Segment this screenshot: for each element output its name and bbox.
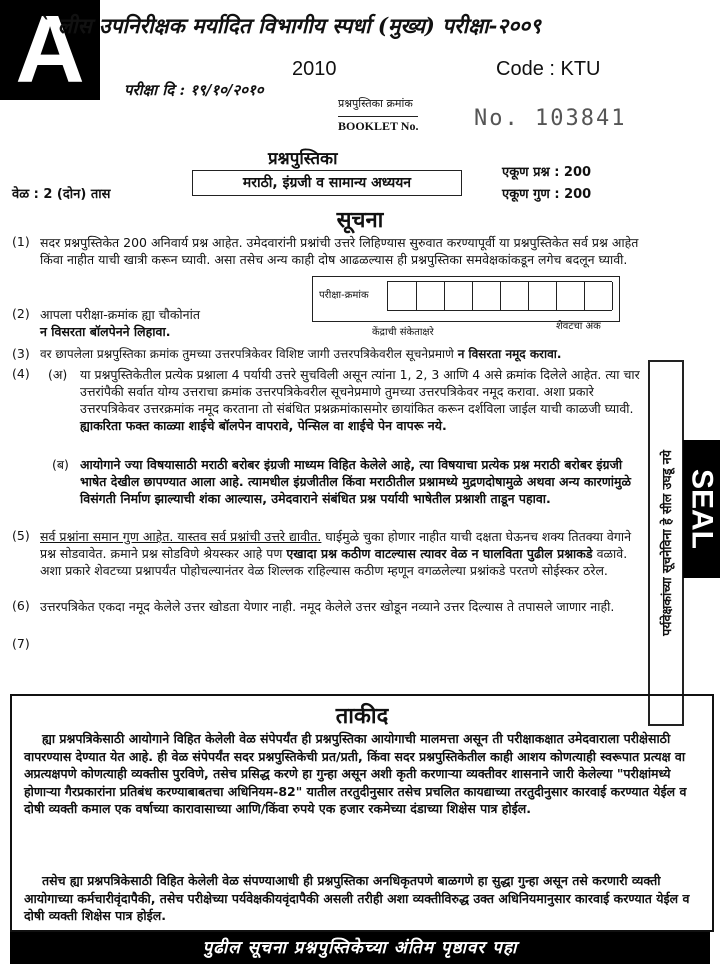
item-6-num: (6) [12,598,30,613]
subject: मराठी, इंग्रजी व सामान्य अध्ययन [192,170,462,196]
exam-title: ` लीस उपनिरीक्षक मर्यादित विभागीय स्पर्धा (मुख्य) परीक्षा-२००९ [40,13,541,38]
roll-box-center: केंद्राची संकेताक्षरे [372,327,434,338]
seal-notice-text: पर्यवेक्षकांच्या सूचनेविना हे सील उघडू नये [658,450,674,636]
roll-number-box [312,276,620,322]
item-2-bold: न विसरता बॉलपेनने लिहावा. [40,324,171,339]
item-4-num: (4) [12,366,30,381]
item-2-text [40,306,300,340]
roll-cell[interactable] [500,282,529,310]
version-letter: A [0,0,100,100]
roll-cell[interactable] [528,282,557,310]
warning-heading: ताकीद [335,704,389,729]
seal-label: SEAL [685,468,719,549]
item-4a-text [80,366,644,434]
booklet-label-en: BOOKLET No. [338,116,418,134]
roll-box-label: परीक्षा-क्रमांक [319,290,369,301]
warning-box [10,694,714,932]
footer-bar: पुढील सूचना प्रश्नपुस्तिकेच्या अंतिम पृष्ठावर पहा [10,932,710,964]
year: 2010 [292,58,337,80]
item-3-plain: वर छापलेला प्रश्नपुस्तिका क्रमांक तुमच्या उत्तरपत्रिकेवर विशिष्ट जागी उत्तरपत्रिकेवरील सूचनेप्रमाणे [40,347,454,361]
warning-para-1: ह्या प्रश्नपत्रिकेसाठी आयोगाने विहित केलेली वेळ संपेपर्यंत ही प्रश्नपुस्तिका आयोगाची मालमत्ता असून ती परीक्षाकक्षात उमेदवाराला परीक्षेसाठी वापरण्यास देण्यात येत आहे. ही वेळ संपेपर्यंत सदर प्रश्नपुस्तिकेची प्रत/प्रती, किंवा सदर प्रश्नपुस्तिकेतील काही आशय कोणत्याही स्वरूपात प्रत्यक्ष वा अप्रत्यक्षपणे कोणत्याही व्यक्तीस पुरविणे, तसेच प्रसिद्ध करणे हा गुन्हा असून अशी कृती करणाऱ्या व्यक्तीवर शासनाने जारी केलेल्या "परीक्षांमध्ये होणाऱ्या गैरप्रकारांना प्रतिबंध करण्याबाबतचा अधिनियम-82" यातील तरतुदीनुसार तसेच प्रचलित कायद्याच्या तरतुदीनुसार कारवाई करण्यात येईल व दोषी व्यक्ती कमाल एक वर्षाच्या कारावासाच्या आणि/किंवा रुपये एक हजार रकमेच्या दंडाच्या शिक्षेस पात्र होईल. [24,731,687,816]
exam-date: परीक्षा दि : १९/१०/२०१० [124,81,264,99]
duration: वेळ : 2 (दोन) तास [12,187,111,202]
item-5-text [40,528,645,579]
roll-cell[interactable] [416,282,445,310]
total-questions: एकूण प्रश्न : 200 [502,165,592,180]
item-5-end: वळावे. अशा प्रकारे शेवटच्या प्रश्नापर्यंत पोहोचल्यानंतर वेळ शिल्लक राहिल्यास कठीण म्हणून वगळलेल्या प्रश्नांकडे परतणे सोईस्कर ठरेल. [40,546,628,578]
roll-cell[interactable] [556,282,585,310]
roll-cell[interactable] [472,282,501,310]
item-5-underline: सर्व प्रश्नांना समान गुण आहेत. यास्तव सर्व प्रश्नांची उत्तरे द्यावीत. [40,529,322,544]
item-5-num: (5) [12,528,30,543]
item-7-num: (7) [12,636,30,651]
roll-cells [387,281,612,311]
item-2-num: (2) [12,306,30,321]
warning-para-2: तसेच ह्या प्रश्नपत्रिकेसाठी विहित केलेली वेळ संपण्याआधी ही प्रश्नपुस्तिका अनधिकृतपणे बाळगणे हा सुद्धा गुन्हा असून तसे करणारी व्यक्ती आयोगाच्या कर्मचारीवृंदापैकी, तसेच परीक्षेच्या पर्यवेक्षकीयवृंदापैकी असली तरीही अशा व्यक्तीविरुद्ध उक्त अधिनियमानुसार कारवाई करण्यात येईल व दोषी व्यक्ती शिक्षेस पात्र होईल. [24,873,690,923]
item-5-bold: एखादा प्रश्न कठीण वाटल्यास त्यावर वेळ न घालविता पुढील प्रश्नाकडे [286,546,593,561]
instructions-heading: सूचना [336,208,384,233]
seal-tab[interactable] [683,440,720,578]
booklet-title: प्रश्नपुस्तिका [268,149,338,169]
roll-cell[interactable] [584,282,613,310]
item-3-bold: न विसरता नमूद करावा. [457,347,562,361]
seal-notice-box [648,360,684,726]
item-4b-text: आयोगाने ज्या विषयासाठी मराठी बरोबर इंग्रजी माध्यम विहित केलेले आहे, त्या विषयाचा प्रत्येक प्रश्न मराठी बरोबर इंग्रजी भाषेत देखील छापण्यात आला आहे. त्यामधील इंग्रजीतील किंवा मराठीतील प्रश्नामध्ये मुद्रणदोषामुळे अथवा अन्य कारणांमुळे विसंगती निर्माण झाल्याची शंका आल्यास, उमेदवाराने संबंधित प्रश्न पर्यायी भाषेतील प्रश्नाशी ताडून पहावा. [80,457,632,506]
roll-cell[interactable] [388,282,417,310]
code: Code : KTU [496,58,601,80]
booklet-number: No. 103841 [474,106,627,131]
item-4a-plain: या प्रश्नपुस्तिकेतील प्रत्येक प्रश्नाला 4 पर्यायी उत्तरे सुचविली असून त्यांना 1, 2, 3 आणि 4 असे क्रमांक दिलेले आहेत. त्या चार उत्तरांपैकी सर्वात योग्य उत्तराचा क्रमांक उत्तरपत्रिकेवरील सूचनेप्रमाणे तुमच्या उत्तरपत्रिकेवर नमूद करावा. अशा प्रकारे उत्तरपत्रिकेवर उत्तरक्रमांक नमूद करताना तो संबंधित प्रश्नक्रमांकासमोर छायांकित करून दर्शविला जाईल याची काळजी घ्यावी. [80,367,640,416]
item-4b-label: (ब) [52,457,69,472]
item-4a-bold: ह्याकरिता फक्त काळ्या शाईचे बॉलपेन वापरावे, पेन्सिल वा शाईचे पेन वापरू नये. [80,418,447,433]
item-3-num: (3) [12,346,30,361]
booklet-label-mr: प्रश्नपुस्तिका क्रमांक [338,97,413,110]
total-marks: एकूण गुण : 200 [502,187,592,202]
item-2-plain: आपला परीक्षा-क्रमांक ह्या चौकोनांत [40,307,200,322]
roll-cell[interactable] [444,282,473,310]
item-5-plain: घाईमुळे चुका होणार नाहीत याची दक्षता घेऊनच शक्य तितक्या वेगाने प्रश्न सोडवावेत. क्रमाने प्रश्न सोडविणे श्रेयस्कर आहे पण [40,529,632,561]
item-4a-label: (अ) [48,367,68,382]
item-6-text: उत्तरपत्रिकेत एकदा नमूद केलेले उत्तर खोडता येणार नाही. नमूद केलेले उत्तर खोडून नव्याने उत्तर दिल्यास ते तपासले जाणार नाही. [40,599,615,614]
item-1-num: (1) [12,234,30,249]
item-3-text [40,346,660,363]
item-1-text: सदर प्रश्नपुस्तिकेत 200 अनिवार्य प्रश्न आहेत. उमेदवारांनी प्रश्नांची उत्तरे लिहिण्यास सुरुवात करण्यापूर्वी या प्रश्नपुस्तिकेत सर्व प्रश्न आहेत किंवा नाहीत याची खात्री करून घ्यावी. असा तसेच अन्य काही दोष आढळल्यास ही प्रश्नपुस्तिका समवेक्षकांकडून लगेच बदलून घ्यावी. [40,235,639,267]
roll-box-last: शेवटचा अंक [556,321,601,332]
